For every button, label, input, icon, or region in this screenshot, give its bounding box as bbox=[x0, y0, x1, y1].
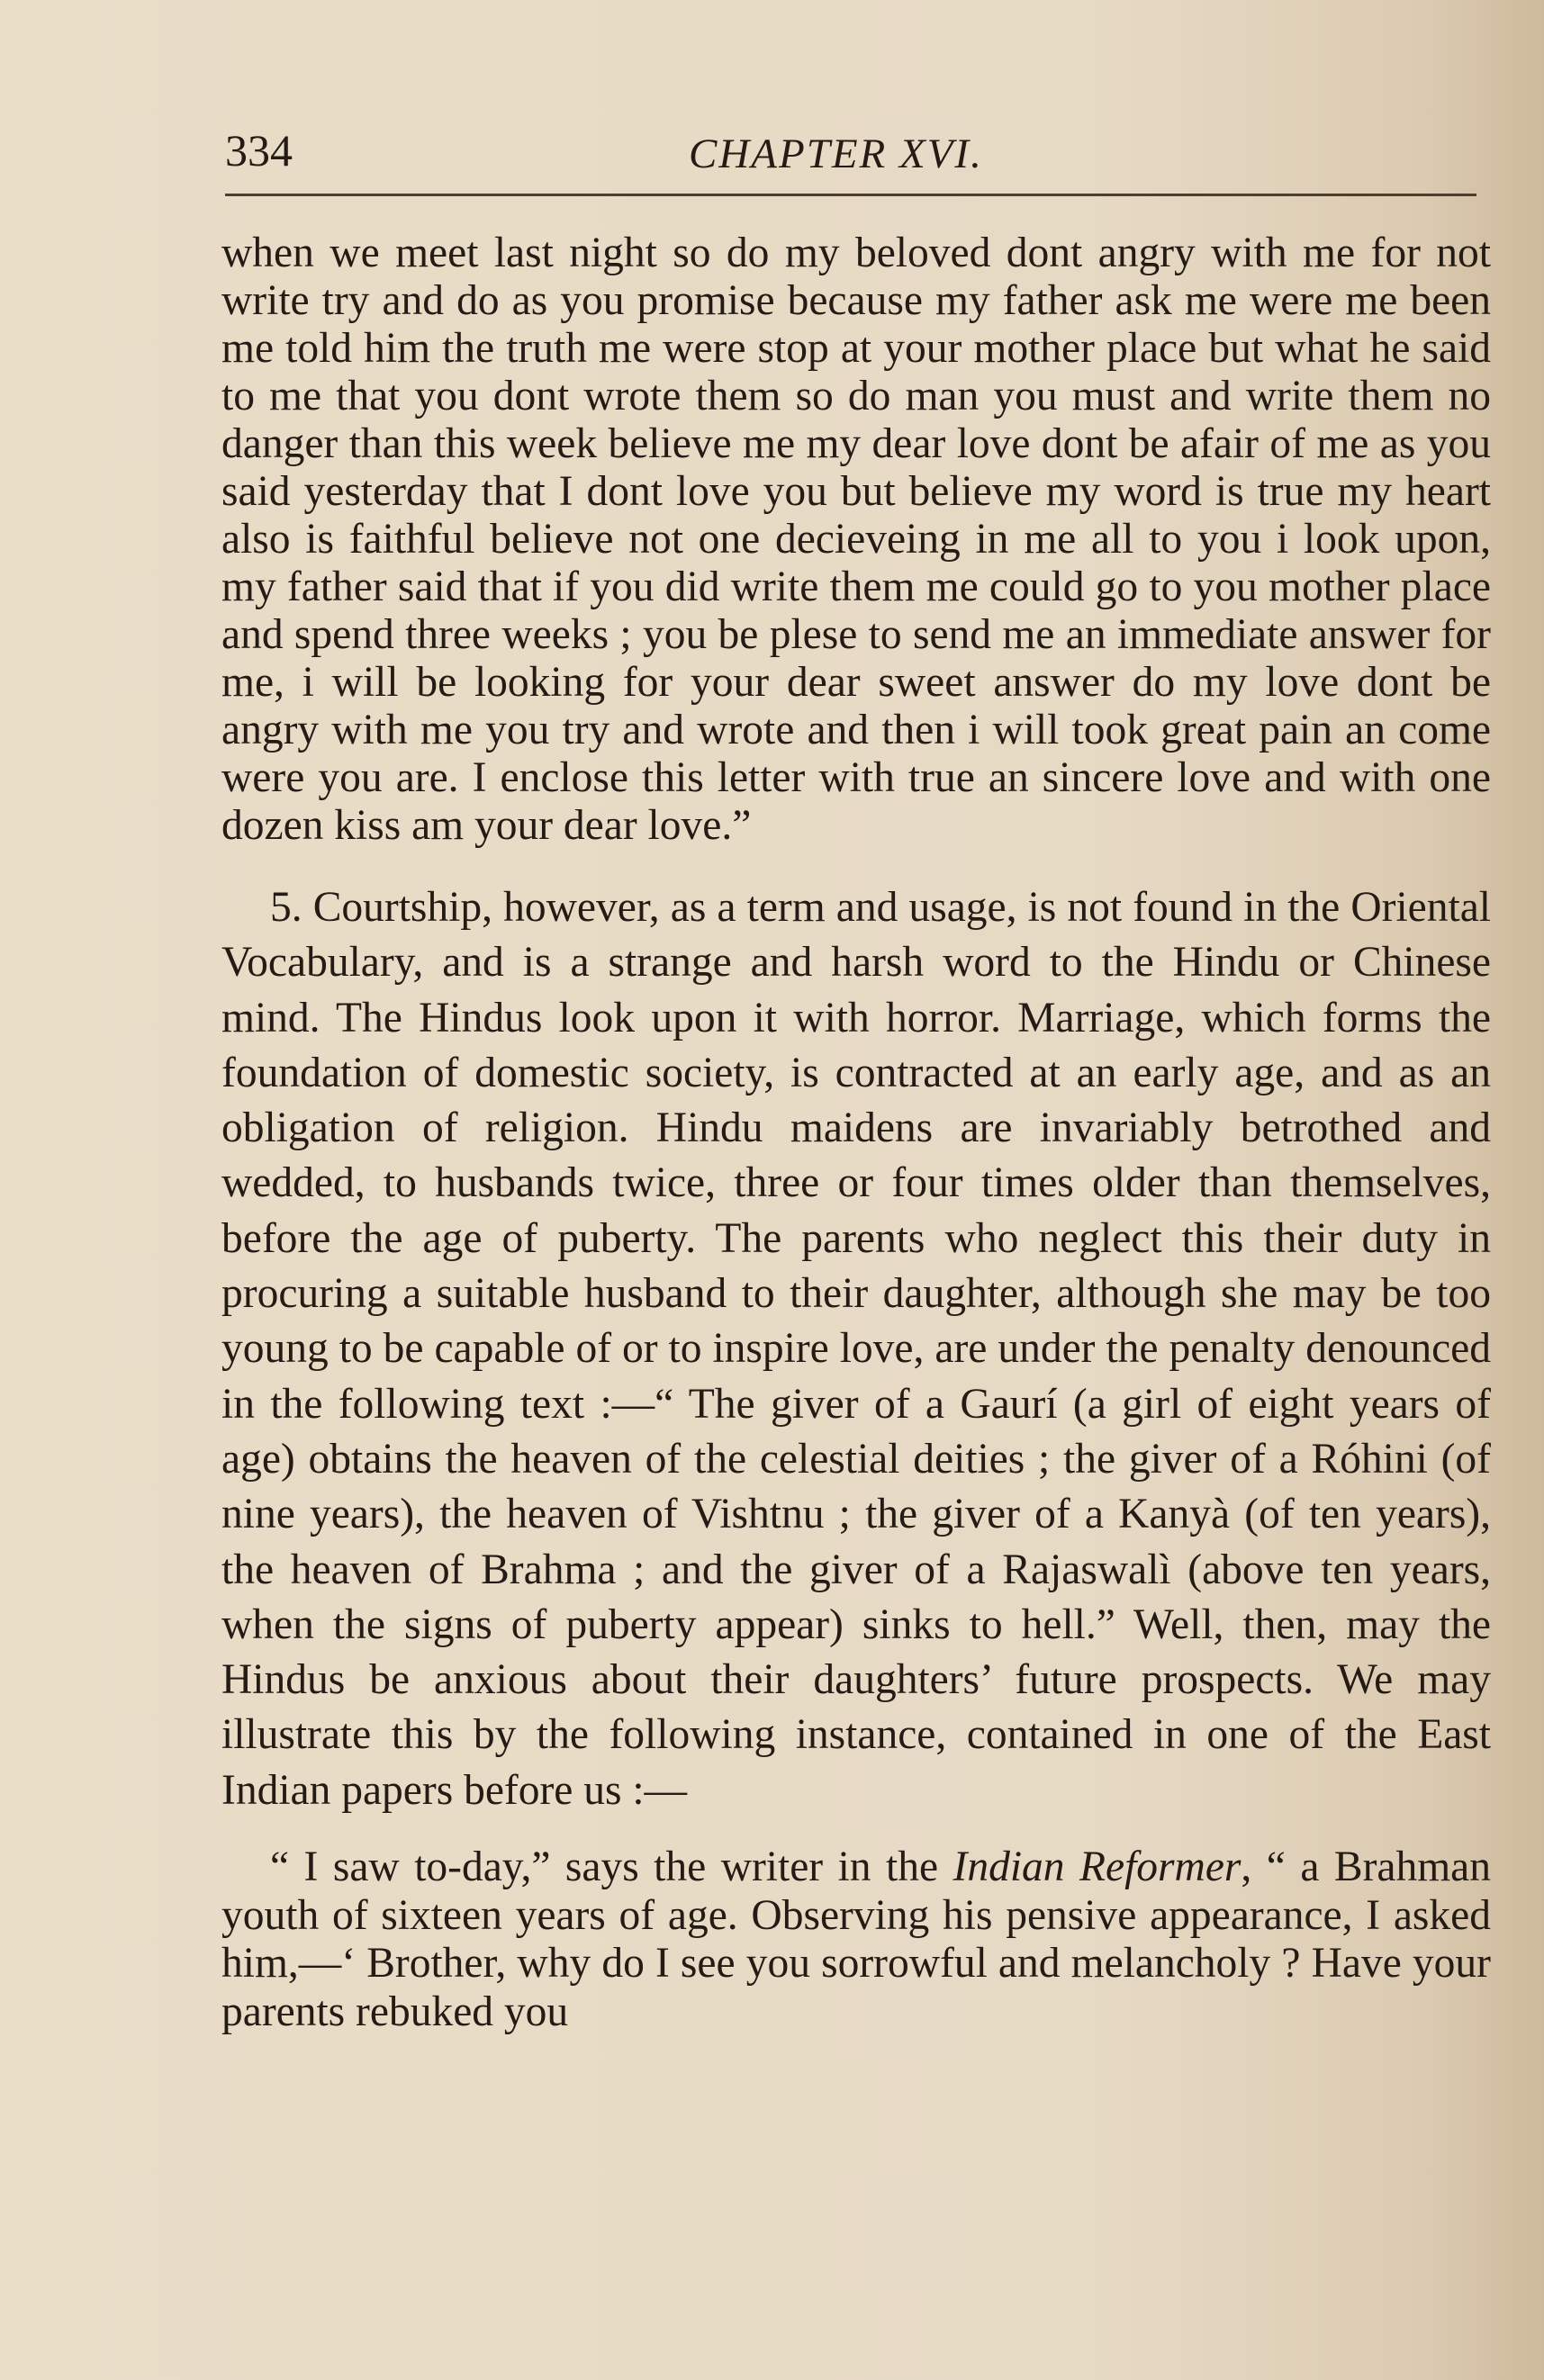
page-number: 334 bbox=[225, 125, 293, 176]
courtship-paragraph: 5. Courtship, however, as a term and usage, is not found in the Oriental Vocabulary, and is a strange and harsh word to the Hindu or Chinese mind. The Hindus look upon it with horror. Marriage, which forms the foundation of domestic society, is contracted at an early age, and as an obligation of religion. Hindu maidens are invariably betrothed and wedded, to husbands twice, three or four times older than themselves, before the age of puberty. The parents who neglect this their duty in procuring a suitable husband to their daughter, although she may be too young to be capable of or to inspire love, are under the penalty denounced in the following text :—“ The giver of a Gaurí (a girl of eight years of age) obtains the heaven of the celestial deities ; the giver of a Róhini (of nine years), the heaven of Vishtnu ; the giver of a Kanyà (of ten years), the heaven of Brahma ; and the giver of a Rajaswalì (above ten years, when the signs of puberty appear) sinks to hell.” Well, then, may the Hindus be anxious about their daughters’ future prospects. We may illustrate this by the following instance, contained in one of the East Indian papers before us :— bbox=[221, 884, 1491, 1814]
quotation-opening: “ I saw to-day,” says the writer in the bbox=[270, 1844, 953, 1891]
page-body bbox=[221, 230, 1491, 2036]
page-header bbox=[0, 117, 1544, 189]
header-rule bbox=[225, 194, 1476, 196]
chapter-heading: CHAPTER XVI. bbox=[689, 131, 983, 177]
quotation-text: , “ a Brahman youth of sixteen years of age. Observing his pensive appearance, I asked him,—‘ Brother, why do I see you sorrowful and melancholy ? Have your parents rebuked you bbox=[221, 1844, 1492, 2035]
quotation-paragraph bbox=[221, 1844, 1491, 2036]
letter-continuation-paragraph: when we meet last night so do my beloved dont angry with me for not write try and do as you promise because my father ask me were me been me told him the truth me were stop at your mother place but what he said to me that you dont wrote them so do man you must and write them no danger than this week believe me my dear love dont be afair of me as you said yesterday that I dont love you but believe my word is true my heart also is faithful believe not one decieveing in me all to you i look upon, my father said that if you did write them me could go to you mother place and spend three weeks ; you be plese to send me an immediate answer for me, i will be looking for your dear sweet answer do my love dont be angry with me you try and wrote and then i will took great pain an come were you are. I enclose this letter with true an sincere love and with one dozen kiss am your dear love.” bbox=[221, 230, 1491, 849]
quotation-source: Indian Reformer bbox=[953, 1844, 1242, 1891]
